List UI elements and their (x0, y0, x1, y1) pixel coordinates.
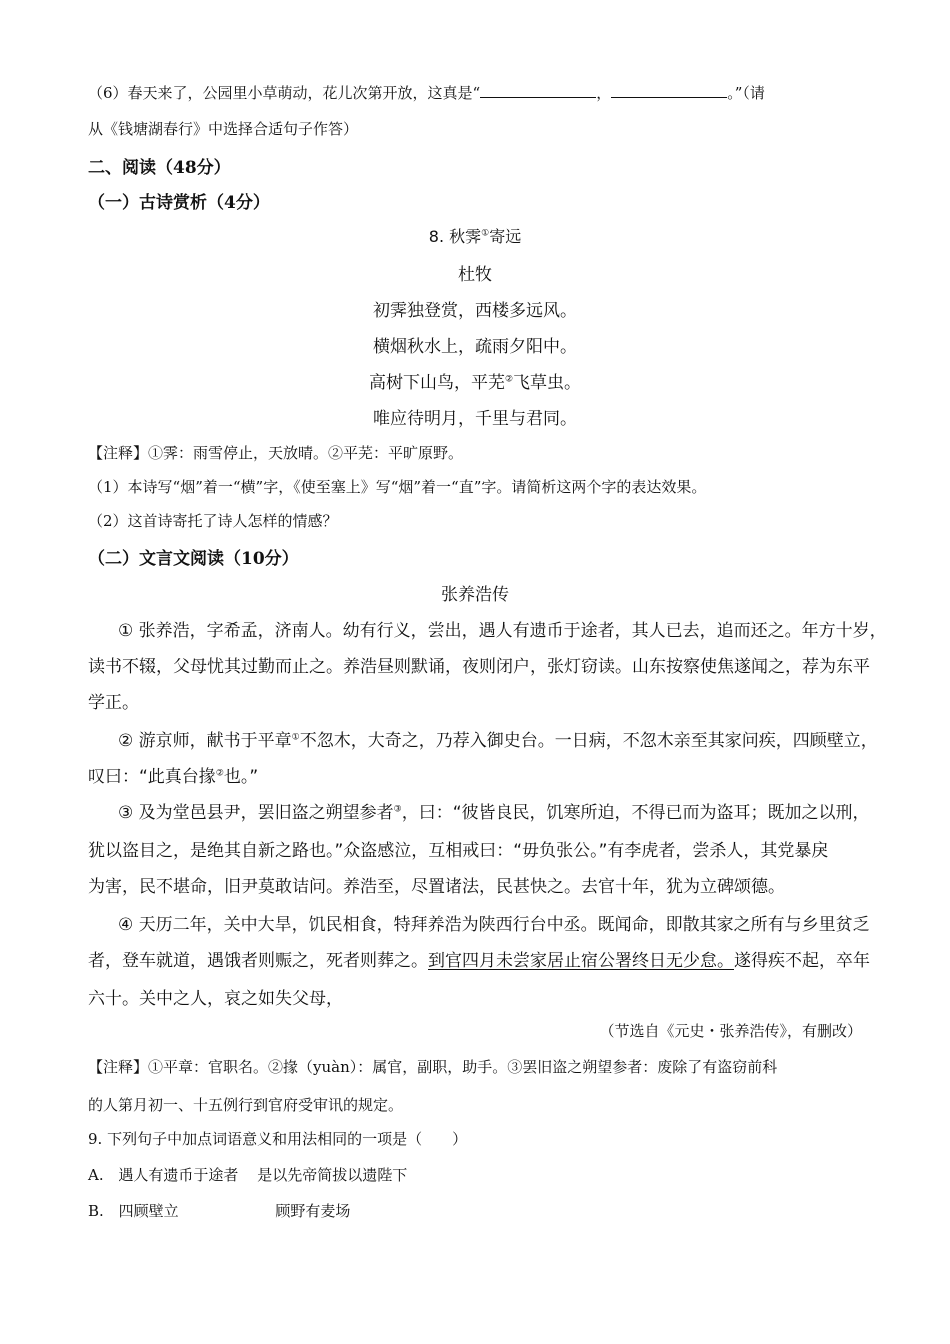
prose-paragraph-1-line-1: ① 张养浩，字希孟，济南人。幼有行义，尝出，遇人有遗币于途者，其人已去，追而还之。年方十岁， (118, 621, 887, 641)
question-7-6-line2: 从《钱塘湖春行》中选择合适句子作答） (88, 120, 359, 138)
footnote-marker: ① (291, 732, 300, 743)
prose-text: 者，登车就道，遇饿者则赈之，死者则葬之。 (88, 951, 428, 971)
poem-notes: 【注释】①霁：雨雪停止，天放晴。②平芜：平旷原野。 (88, 444, 464, 462)
poem-line-3 (0, 368, 950, 393)
poem-title-text-end: 寄远 (489, 227, 522, 246)
question-7-6 (88, 82, 765, 103)
poem-line-4: 唯应待明月，千里与君同。 (373, 409, 577, 429)
prose-text: 不忽木，大奇之，乃荐入御史台。一日病，不忽木亲至其家问疾，四顾壁立， (299, 731, 878, 751)
prose-paragraph-4-line-3: 六十。关中之人，哀之如失父母， (88, 989, 343, 1009)
footnote-marker: ② (504, 374, 514, 385)
option-label: A. (88, 1166, 104, 1184)
poem-title (0, 224, 950, 247)
prose-text: ，曰：“彼皆良民，饥寒所迫，不得已而为盗耳；既加之以刑， (401, 803, 870, 823)
option-label: B. (88, 1202, 104, 1220)
option-a-sentence-1: 遇人有遗币于途者 (118, 1166, 239, 1184)
question-7-6-prefix: （6）春天来了，公园里小草萌动，花儿次第开放，这真是“ (88, 84, 481, 102)
prose-paragraph-2-line-2 (88, 762, 258, 787)
section-2-title: 二、阅读（48分） (88, 158, 231, 178)
part-2-title: （二）文言文阅读（10分） (88, 549, 299, 569)
prose-source: （节选自《元史・张养浩传》，有删改） (599, 1022, 862, 1040)
prose-paragraph-4-line-1: ④ 天历二年，关中大旱，饥民相食，特拜养浩为陕西行台中丞。既闻命，即散其家之所有与乡里贫乏 (118, 915, 870, 935)
prose-paragraph-2-line-1 (118, 726, 878, 751)
prose-paragraph-3-line-1 (118, 798, 870, 823)
poem-line-3-start: 高树下山鸟，平芜 (368, 373, 505, 393)
footnote-marker: ② (215, 768, 224, 779)
question-9-stem: 9. 下列句子中加点词语意义和用法相同的一项是（ ） (88, 1130, 468, 1148)
question-9-option-b[interactable] (88, 1200, 350, 1221)
prose-notes-line-2: 的人第月初一、十五例行到官府受审讯的规定。 (88, 1096, 404, 1114)
prose-paragraph-1-line-3: 学正。 (88, 693, 139, 713)
prose-title: 张养浩传 (441, 585, 509, 605)
poem-title-text: 8. 秋霁 (428, 227, 482, 246)
prose-text: 叹曰：“此真台掾 (88, 767, 216, 787)
poem-line-2: 横烟秋水上，疏雨夕阳中。 (373, 337, 577, 357)
option-b-sentence-2: 顾野有麦场 (275, 1202, 351, 1220)
poem-author: 杜牧 (458, 265, 492, 285)
option-a-sentence-2: 是以先帝简拔以遗陛下 (257, 1166, 408, 1184)
footnote-marker: ① (481, 228, 490, 239)
question-7-6-suffix: 。”（请 (727, 84, 765, 102)
poem-line-1: 初霁独登赏，西楼多远风。 (373, 301, 577, 321)
prose-paragraph-4-line-2 (88, 946, 870, 971)
prose-paragraph-3-line-2: 犹以盗目之，是绝其自新之路也。”众盗感泣，互相戒曰：“毋负张公。”有李虎者，尝杀人，其党暴戾 (88, 841, 829, 861)
prose-paragraph-1-line-2: 读书不辍，父母忧其过勤而止之。养浩昼则默诵，夜则闭户，张灯窃读。山东按察使焦遂闻之，荐为东平 (88, 657, 870, 677)
prose-notes-line-1: 【注释】①平章：官职名。②掾（yuàn）：属官，副职，助手。③罢旧盗之朔望参者：废除了有盗窃前科 (88, 1058, 778, 1076)
part-1-title: （一）古诗赏析（4分） (88, 193, 270, 213)
answer-blank-2[interactable] (611, 85, 727, 98)
prose-text: 也。” (223, 767, 259, 787)
prose-text: ② 游京师，献书于平章 (118, 731, 292, 751)
footnote-marker: ③ (393, 804, 402, 815)
option-b-sentence-1: 四顾壁立 (118, 1202, 179, 1220)
underlined-sentence: 到官四月未尝家居止宿公署终日无少怠。 (428, 951, 734, 971)
question-9-option-a[interactable] (88, 1164, 407, 1185)
prose-paragraph-3-line-3: 为害，民不堪命，旧尹莫敢诘问。养浩至，尽置诸法，民甚快之。去官十年，犹为立碑颂德。 (88, 877, 785, 897)
prose-text: ③ 及为堂邑县尹，罢旧盗之朔望参者 (118, 803, 394, 823)
answer-blank-1[interactable] (480, 85, 596, 98)
poem-line-3-end: 飞草虫。 (513, 373, 582, 393)
poem-question-1: （1）本诗写“烟”着一“横”字，《使至塞上》写“烟”着一“直”字。请简析这两个字的表达效果。 (88, 478, 707, 496)
poem-question-2: （2）这首诗寄托了诗人怎样的情感？ (88, 512, 338, 530)
question-7-6-mid: ， (596, 84, 612, 102)
prose-text: 遂得疾不起，卒年 (734, 951, 870, 971)
